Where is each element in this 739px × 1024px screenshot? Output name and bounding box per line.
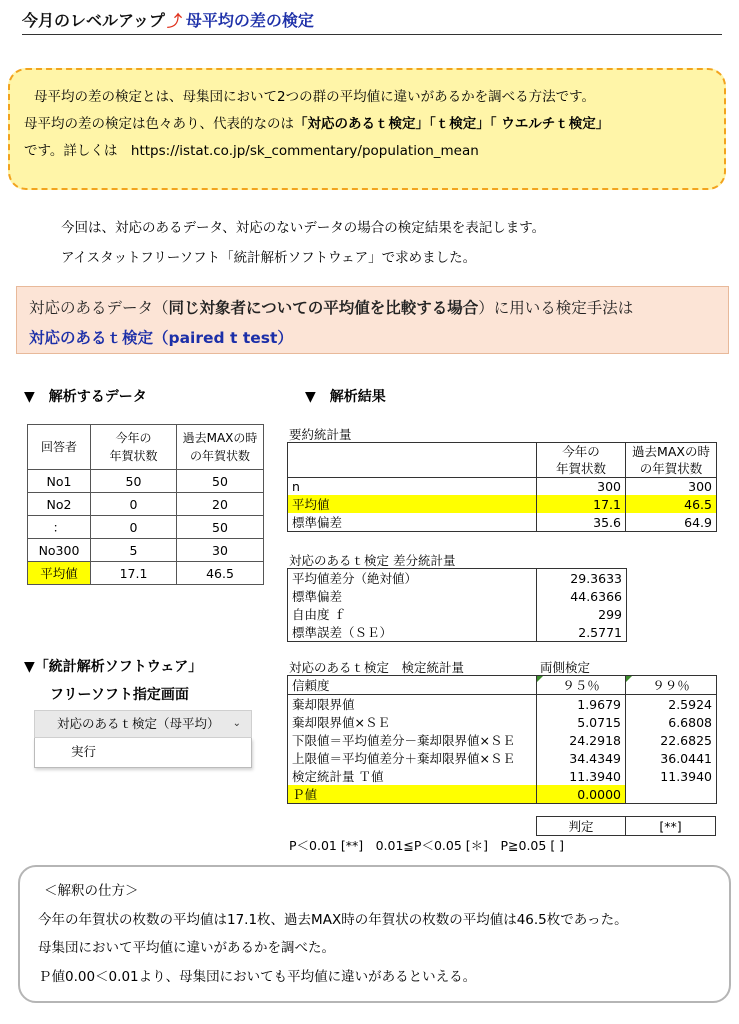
test-value [626,785,717,804]
test-label: 信頼度 [288,676,537,695]
test-row [288,767,717,785]
table-cell: 50 [177,516,264,539]
table-row [28,493,264,516]
data-heading: ▼ 解析するデータ [24,389,147,405]
table-row [28,539,264,562]
interp-line-1: 今年の年賀状の枚数の平均値は17.1枚、過去MAX時の年賀状の枚数の平均値は46.5枚であった。 [38,911,628,928]
summary-value: 64.9 [626,513,717,532]
table-cell: No2 [28,493,91,516]
table-cell: No300 [28,539,91,562]
intro-callout [8,68,726,190]
table-cell: 5 [91,539,177,562]
header-title: 今月のレベルアップ [22,11,165,30]
intro-line-2 [24,111,724,138]
test-value: 11.3940 [626,767,717,785]
table-cell: 46.5 [177,562,264,585]
test-row [288,731,717,749]
pvalue-label: Ｐ値 [288,785,537,804]
diff-value: 29.3633 [537,569,627,588]
test-table [287,675,717,804]
diff-label: 標準誤差（ＳＥ） [288,623,537,642]
test-value: 1.9679 [537,695,626,714]
diff-caption: 対応のあるｔ検定 差分統計量 [289,553,456,568]
data-table [27,424,264,585]
summary-row-n [288,478,717,496]
test-row-pvalue [288,785,717,804]
summary-label: 標準偏差 [288,513,537,532]
page-header [22,8,722,35]
diff-row [288,623,627,642]
paired-bold: 同じ対象者についての平均値を比較する場合 [168,299,479,317]
header-past-max: 過去MAXの時 の年賀状数 [177,425,264,470]
verdict-label: 判定 [537,817,626,836]
diff-label: 自由度 ｆ [288,605,537,623]
test-value: 36.0441 [626,749,717,767]
test-row [288,676,717,695]
summary-label: n [288,478,537,496]
verdict-table [536,816,716,836]
interp-line-3: Ｐ値0.00＜0.01より、母集団においても平均値に違いがあるといえる。 [38,968,477,985]
header-respondent: 回答者 [28,425,91,470]
body-line-2: アイスタットフリーソフト「統計解析ソフトウェア」で求めました。 [61,250,477,266]
run-menu-item[interactable]: 実行 [34,738,252,768]
software-heading-2: フリーソフト指定画面 [50,687,189,703]
body-line-1: 今回は、対応のあるデータ、対応のないデータの場合の検定結果を表記します。 [61,220,546,236]
header-this-year: 今年の 年賀状数 [91,425,177,470]
software-mock [34,710,252,768]
test-value: 22.6825 [626,731,717,749]
test-label: 検定統計量 Ｔ値 [288,767,537,785]
summary-value: 300 [626,478,717,496]
chevron-down-icon: ⌄ [232,718,241,729]
test-caption: 対応のあるｔ検定 検定統計量 [289,660,465,675]
summary-value: 300 [537,478,626,496]
intro-line-1: 母平均の差の検定とは、母集団において2つの群の平均値に違いがあるかを調べる方法です。 [34,89,596,105]
interp-title: ＜解釈の仕方＞ [44,883,139,899]
interp-line-2: 母集団において平均値に違いがあるかを調べた。 [38,940,335,956]
table-cell: 0 [91,516,177,539]
diff-label: 標準偏差 [288,587,537,605]
table-cell: 20 [177,493,264,516]
mean-label-cell: 平均値 [28,562,91,585]
summary-value: 17.1 [537,495,626,513]
summary-header-row [288,443,717,478]
paired-prefix: 対応のあるデータ（ [29,299,169,317]
header-subtitle: 母平均の差の検定 [185,11,314,30]
verdict-value: [**] [626,817,716,836]
summary-row-sd [288,513,717,532]
interpretation-box [18,865,731,1003]
summary-value: 35.6 [537,513,626,532]
dropdown-value: 対応のあるｔ検定（母平均） [57,716,220,731]
summary-table [287,442,717,532]
test-value: 2.5924 [626,695,717,714]
arrow-up-icon: ⤴ [166,12,182,30]
test-row [288,695,717,714]
test-caption-right: 両側検定 [540,660,591,675]
test-row [288,749,717,767]
table-row [28,516,264,539]
table-row-mean [28,562,264,585]
intro-methods: 「対応のあるｔ検定」「ｔ検定」「 ウエルチｔ検定」 [294,116,610,132]
table-cell: 50 [177,470,264,493]
diff-row [288,605,627,623]
table-cell: 0 [91,493,177,516]
intro-line-3: です。詳しくは https://istat.co.jp/sk_commentary/population_mean [24,143,479,159]
test-value: 6.6808 [626,713,717,731]
diff-value: 299 [537,605,627,623]
diff-row [288,569,627,588]
test-value: 5.0715 [537,713,626,731]
paired-method: 対応のあるｔ検定（paired t test） [29,329,293,347]
test-value: 24.2918 [537,731,626,749]
paired-line-1 [29,293,728,323]
diff-value: 44.6366 [537,587,627,605]
test-label: 棄却限界値 [288,695,537,714]
summary-caption: 要約統計量 [289,427,352,442]
test-value: 11.3940 [537,767,626,785]
table-row [28,470,264,493]
summary-col-2: 過去MAXの時 の年賀状数 [626,443,717,478]
table-header-row [28,425,264,470]
result-heading: ▼ 解析結果 [305,389,386,405]
verdict-row [537,817,716,836]
significance-legend: P＜0.01 [**] 0.01≦P＜0.05 [＊] P≧0.05 [ ] [289,838,565,853]
table-cell: No1 [28,470,91,493]
summary-value: 46.5 [626,495,717,513]
test-label: 下限値＝平均値差分－棄却限界値×ＳＥ [288,731,537,749]
pvalue-value: 0.0000 [537,785,626,804]
table-cell: 30 [177,539,264,562]
summary-row-mean [288,495,717,513]
test-value: ９９％ [626,676,717,695]
intro-line-2-prefix: 母平均の差の検定は色々あり、代表的なのは [24,116,294,132]
diff-label: 平均値差分（絶対値） [288,569,537,588]
diff-value: 2.5771 [537,623,627,642]
software-heading-1: ▼「統計解析ソフトウェア」 [24,659,203,675]
diff-row [288,587,627,605]
table-cell: ： [28,516,91,539]
test-label: 上限値＝平均値差分＋棄却限界値×ＳＥ [288,749,537,767]
paired-data-box [16,286,729,354]
summary-label: 平均値 [288,495,537,513]
test-value: ９５％ [537,676,626,695]
table-cell: 50 [91,470,177,493]
paired-suffix: ）に用いる検定手法は [478,299,634,317]
method-dropdown[interactable] [34,710,252,738]
summary-col-1: 今年の 年賀状数 [537,443,626,478]
test-label: 棄却限界値×ＳＥ [288,713,537,731]
table-cell: 17.1 [91,562,177,585]
test-row [288,713,717,731]
diff-table [287,568,627,642]
summary-blank [288,443,537,478]
test-value: 34.4349 [537,749,626,767]
